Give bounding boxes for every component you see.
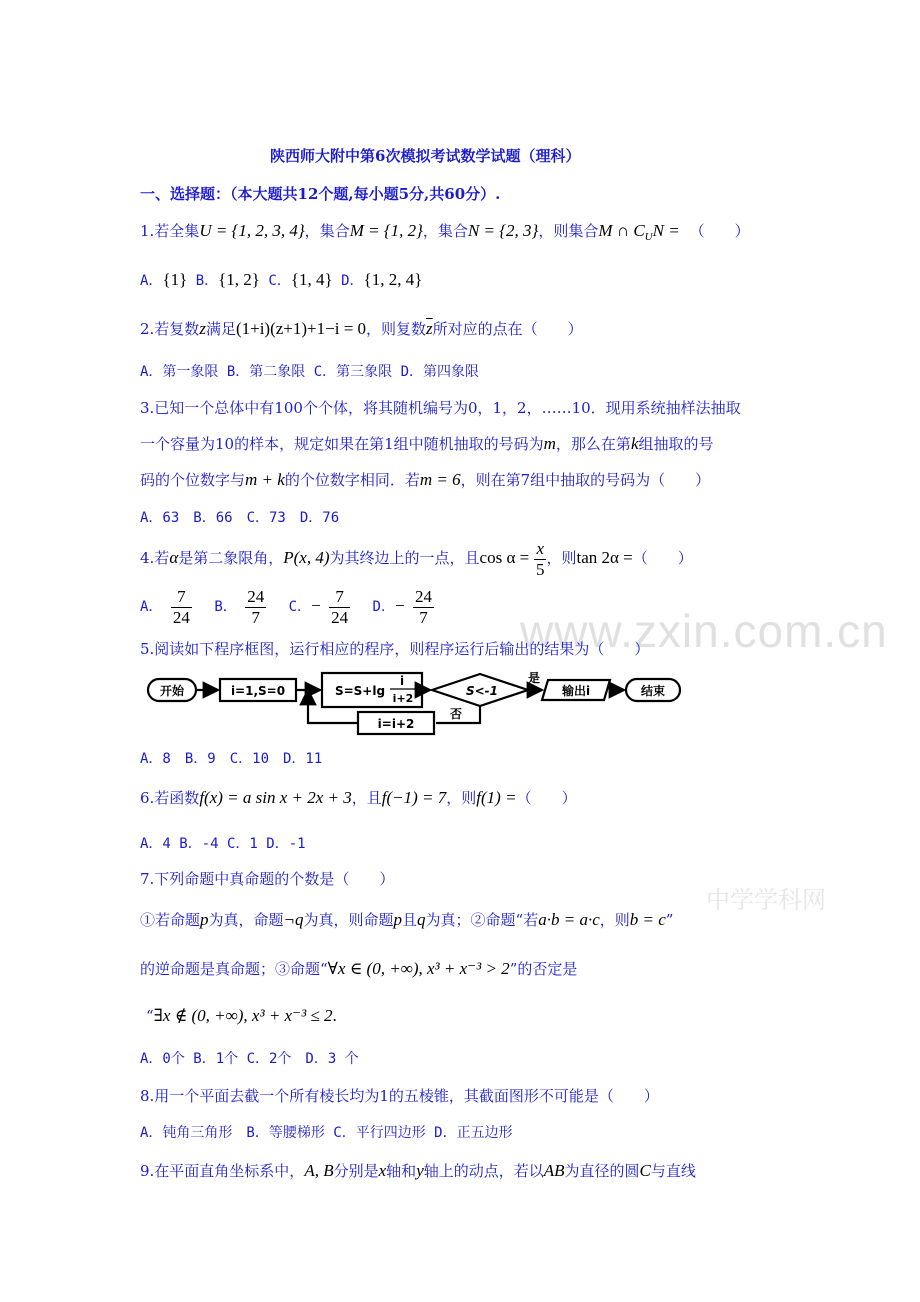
watermark: www.zxin.com.cn (520, 605, 888, 657)
q3-options: A．63 B．66 C．73 D．76 (140, 510, 340, 526)
flowchart (140, 668, 700, 740)
q9-y: y (416, 1161, 424, 1180)
q3-mk: m + k (245, 470, 285, 489)
q9-text-a: 9.在平面直角坐标系中， (140, 1162, 305, 1180)
q7-line-2 (140, 958, 577, 979)
q6-text-c: ，则 (446, 789, 477, 807)
q7-l1b: 为真，命题 (208, 911, 284, 929)
q2-text-d: 所对应的点在（ ） (432, 320, 583, 338)
q4-opt-d (413, 587, 434, 628)
q9-text-d: 轴上的动点，若以 (423, 1162, 544, 1180)
q5-text: 5.阅读如下程序框图，运行相应的程序，则程序运行后输出的结果为（ ） (140, 640, 650, 658)
q7-l1e: 为真；②命题“若 (425, 911, 539, 929)
q9-text-c: 轴和 (386, 1162, 417, 1180)
q4-opt-b (245, 587, 266, 628)
q1-opt-d: {1, 2, 4} (363, 270, 423, 289)
q1-options (140, 270, 422, 290)
q4-opt-d-num: 24 (415, 586, 432, 606)
q4-cos: cos α = (479, 548, 530, 567)
q4-opt-d-label: D． (372, 599, 395, 615)
q2-z: z (199, 319, 206, 338)
q7-l1f: ，则 (599, 911, 630, 929)
flow-update-label: S=S+lg (334, 684, 386, 698)
q9-ab2: AB (543, 1161, 565, 1180)
q3-l3c: ，则在第7组中抽取的号码为（ ） (460, 471, 711, 489)
q1-opt-d-label: D． (341, 273, 364, 289)
q7-l1g: ” (665, 911, 674, 929)
q6-ask: f(1) = (476, 788, 517, 807)
flow-init-label: i=1,S=0 (230, 684, 286, 698)
q6-func: f(x) = a sin x + 2x + 3 (199, 788, 352, 807)
q7-l3a: “ (146, 1007, 154, 1025)
q4-opt-b-num: 24 (247, 586, 265, 606)
flow-yes-label: 是 (527, 671, 541, 685)
q2-zbar: $\overline{z}$ (426, 319, 433, 338)
flow-output-label: 输出i (561, 684, 591, 698)
question-2 (140, 318, 583, 339)
q1-expr: M ∩ C (598, 221, 645, 240)
q9-c: C (639, 1161, 651, 1180)
q4-opt-c-den: 24 (331, 607, 349, 627)
q4-opt-c-num: 7 (329, 587, 350, 608)
q7-line-3 (146, 1006, 337, 1026)
flow-end-label: 结束 (640, 684, 666, 698)
q4-opt-b-den: 7 (251, 607, 260, 627)
question-9 (140, 1160, 696, 1181)
q8-options: A．钝角三角形 B．等腰梯形 C．平行四边形 D．正五边形 (140, 1125, 513, 1141)
q9-ab: A, B (304, 1161, 334, 1180)
q7-options: A．0个 B．1个 C．2个 D．3 个 (140, 1051, 359, 1067)
q4-point: P(x, 4) (283, 548, 330, 567)
q4-tan: tan 2α = (576, 548, 633, 567)
q7-not-q: ¬q (283, 910, 304, 929)
q7-l3b: . (332, 1006, 337, 1025)
q4-opt-a (171, 587, 192, 628)
page-title: 陕西师大附中第6次模拟考试数学试题（理科） (270, 147, 581, 165)
q4-text-a: 4.若 (140, 549, 170, 567)
q7-l2b: ”的否定是 (509, 960, 578, 978)
section-heading: 一、选择题：（本大题共12个题,每小题5分,共60分）. (140, 185, 501, 203)
q2-text-b: 满足 (205, 320, 236, 338)
flow-frac-den: i+2 (392, 692, 414, 705)
q3-l3b: 的个位数字相同．若 (284, 471, 420, 489)
q1-text-b: ，集合 (304, 222, 350, 240)
q7-l1c: 为真，则命题 (303, 911, 394, 929)
q7-exists: ∃x ∉ (0, +∞), x³ + x⁻³ ≤ 2 (153, 1006, 333, 1025)
q4-opt-c-label: C． (288, 599, 312, 615)
q2-options: A．第一象限 B．第二象限 C．第三象限 D．第四象限 (140, 364, 479, 380)
q7-l2a: 的逆命题是真命题；③命题“ (140, 960, 328, 978)
q9-text-b: 分别是 (333, 1162, 379, 1180)
q4-opt-c-minus: − (311, 596, 321, 615)
q2-text-c: ，则复数 (366, 320, 427, 338)
q7-p: p (200, 910, 209, 929)
q1-text-d: ，则集合 (538, 222, 599, 240)
q1-opt-b: {1, 2} (218, 270, 260, 289)
q5-options: A．8 B．9 C．10 D．11 (140, 751, 323, 767)
q1-text-c: ，集合 (422, 222, 468, 240)
q7-l1a: ①若命题 (140, 911, 201, 929)
flow-no-label: 否 (449, 707, 463, 721)
q4-opt-a-num: 7 (171, 587, 192, 608)
q4-opt-d-den: 7 (419, 607, 428, 627)
q3-line-3 (140, 469, 710, 490)
q1-opt-a-label: A． (140, 273, 163, 289)
q6-text-a: 6.若函数 (140, 789, 200, 807)
q4-opt-a-den: 24 (172, 607, 190, 627)
q1-opt-a: {1} (162, 270, 188, 289)
q2-eq: (1+i)(z+1)+1−i = 0 (235, 319, 367, 338)
q7-forall: ∀x ∈ (0, +∞), x³ + x⁻³ > 2 (327, 959, 510, 978)
question-6 (140, 787, 577, 808)
q4-opt-b-label: B． (214, 599, 237, 615)
q9-text-e: 为直径的圆 (564, 1162, 640, 1180)
q1-set-u: U = {1, 2, 3, 4} (199, 221, 305, 240)
q3-l3a: 码的个位数字与 (140, 471, 246, 489)
flow-condition-label: S<-1 (465, 684, 499, 698)
q1-opt-c-label: C． (268, 273, 291, 289)
question-4 (140, 538, 693, 580)
q1-set-n: N = {2, 3} (467, 221, 539, 240)
q3-m6: m = 6 (419, 470, 461, 489)
q7-text: 7.下列命题中真命题的个数是（ ） (140, 870, 395, 888)
q4-options (140, 584, 434, 629)
question-1 (140, 220, 750, 243)
flow-increment-label: i=i+2 (377, 717, 415, 731)
q4-frac-num: x (534, 539, 547, 560)
q7-vec-eq: a·b = a·c (538, 910, 600, 929)
q1-set-m: M = {1, 2} (349, 221, 423, 240)
q3-l2c: 组抽取的号 (638, 435, 714, 453)
flow-start-label: 开始 (159, 684, 185, 698)
q3-l2a: 一个容量为10的样本，规定如果在第1组中随机抽取的号码为 (140, 435, 544, 453)
q3-line-1: 3.已知一个总体中有100个个体，将其随机编号为0，1，2，……10．现用系统抽样法抽取 (140, 399, 741, 417)
q3-line-2 (140, 433, 714, 454)
q4-alpha: α (169, 548, 179, 567)
q3-m: m (543, 434, 556, 453)
q1-opt-b-label: B． (195, 273, 219, 289)
q3-l2b: ，那么在第 (555, 435, 631, 453)
q4-paren: （ ） (632, 549, 693, 567)
q7-line-1 (140, 909, 673, 930)
q1-paren: （ ） (689, 222, 750, 240)
q3-k: k (630, 434, 639, 453)
watermark-2: 中学学科网 (706, 886, 826, 914)
q7-vec-eq2: b = c (629, 910, 666, 929)
q9-text-f: 与直线 (650, 1162, 696, 1180)
q4-opt-a-label: A． (140, 599, 163, 615)
q4-fraction (534, 539, 547, 580)
q7-l1d: 且 (402, 911, 418, 929)
q6-text-b: ，且 (351, 789, 382, 807)
q9-x: x (378, 1161, 387, 1180)
q4-text-c: 为其终边上的一点，且 (329, 549, 480, 567)
q6-options: A．4 B．-4 C．1 D．-1 (140, 836, 306, 852)
q1-tail: N = (652, 221, 680, 240)
q1-opt-c: {1, 4} (290, 270, 333, 289)
q7-p2: p (393, 910, 403, 929)
q7-q: q (417, 910, 426, 929)
flow-frac-num: i (399, 674, 405, 688)
q1-sub: U (644, 231, 653, 243)
q4-text-b: 是第二象限角， (178, 549, 284, 567)
q8-text: 8.用一个平面去截一个所有棱长均为1的五棱锥，其截面图形不可能是（ ） (140, 1087, 659, 1105)
q1-text-a: 1.若全集 (140, 222, 200, 240)
q4-opt-c (329, 587, 350, 628)
q6-paren: （ ） (516, 789, 577, 807)
q4-opt-d-minus: − (394, 596, 405, 615)
q6-cond: f(−1) = 7 (381, 788, 447, 807)
q4-text-d: ，则 (546, 549, 577, 567)
q2-text-a: 2.若复数 (140, 320, 200, 338)
q4-frac-den: 5 (535, 559, 545, 579)
